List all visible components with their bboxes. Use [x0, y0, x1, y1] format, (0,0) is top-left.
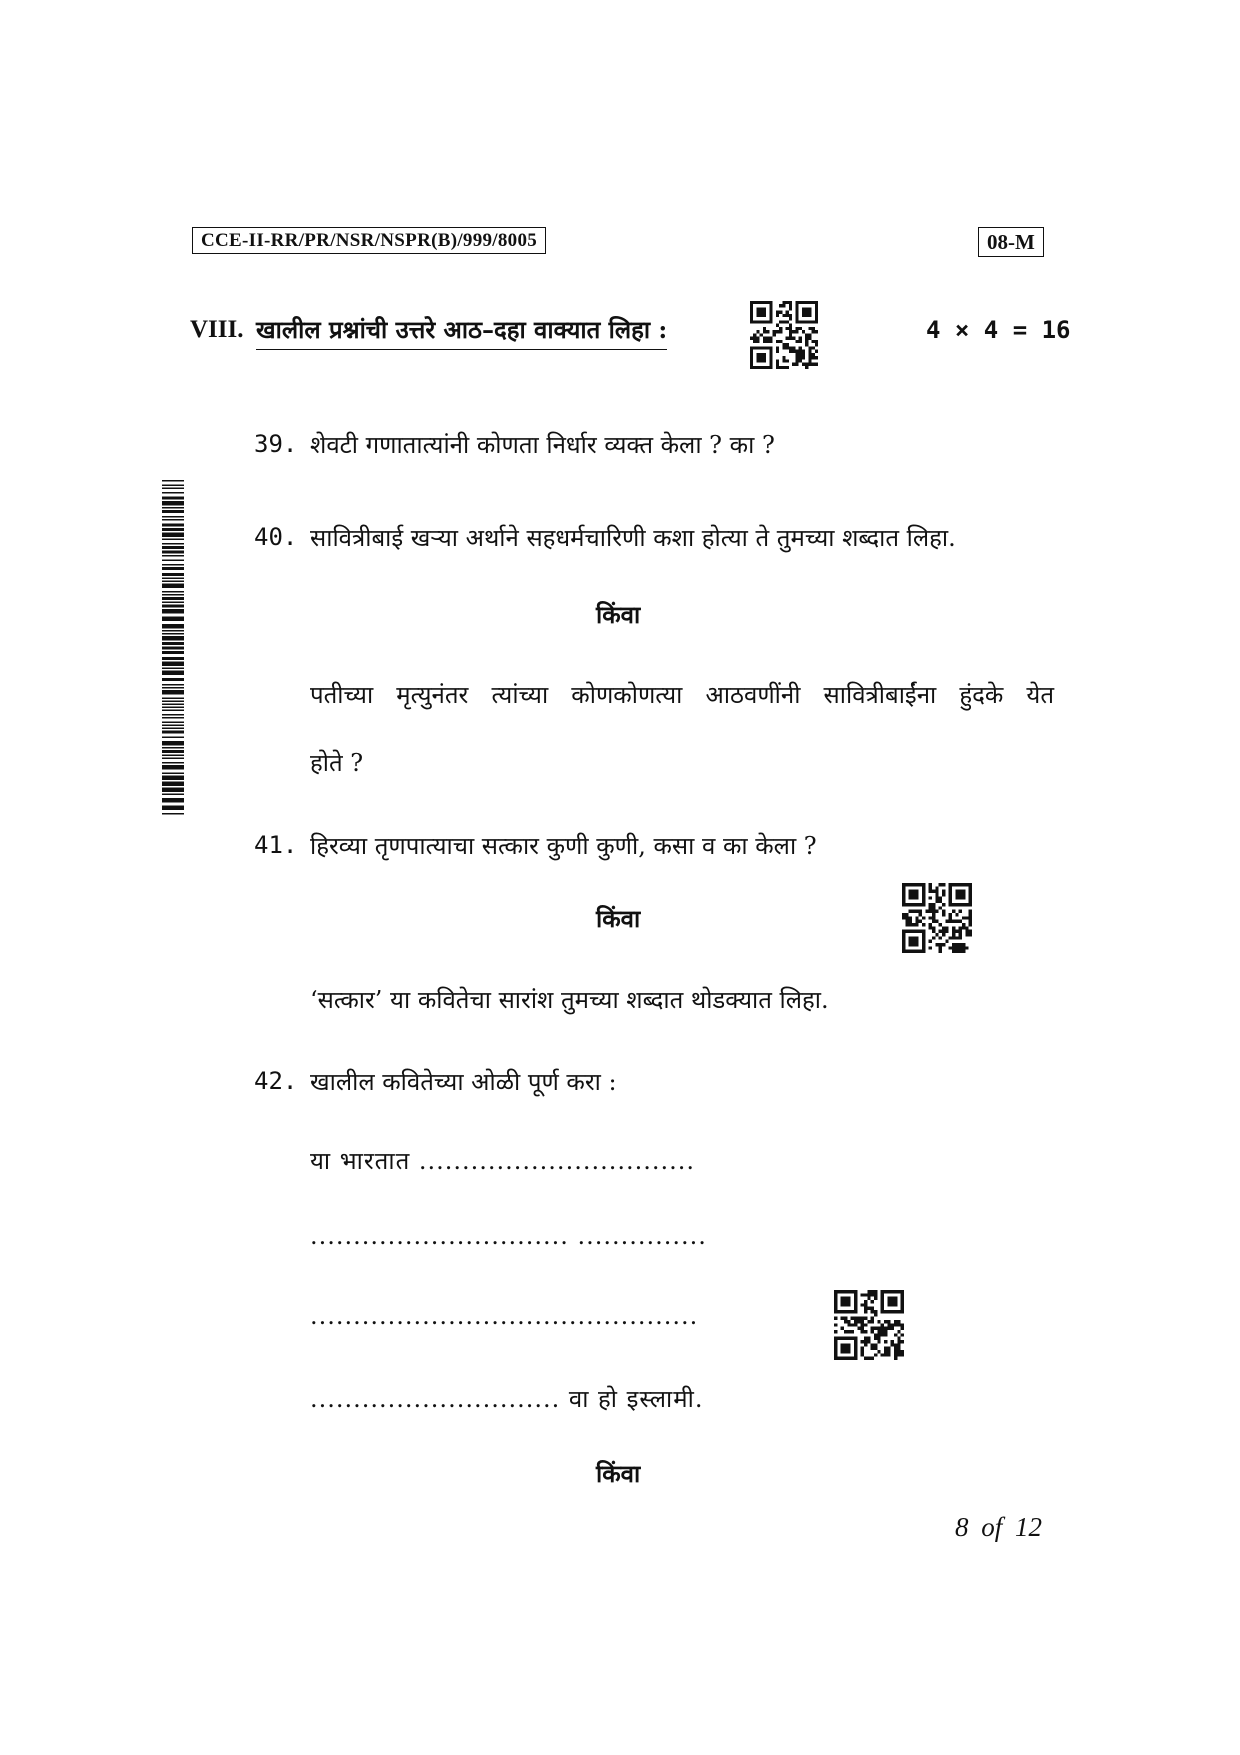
or-label: किंवा	[596, 600, 641, 629]
question-text: सावित्रीबाई खऱ्या अर्थाने सहधर्मचारिणी कशा होत्या ते तुमच्या शब्दात लिहा.	[310, 524, 956, 552]
paper-code: 08-M	[978, 227, 1044, 257]
qr-code-icon	[902, 883, 972, 953]
qr-code-icon	[750, 300, 818, 370]
question-number: 40.	[254, 523, 298, 551]
or-label: किंवा	[596, 1459, 641, 1488]
question-text: हिरव्या तृणपात्याचा सत्कार कुणी कुणी, कसा व का केला ?	[310, 832, 817, 860]
poem-blank-line: या भारतात ................................	[310, 1147, 695, 1175]
question-number: 39.	[254, 430, 298, 458]
section-title: खालील प्रश्नांची उत्तरे आठ–दहा वाक्यात लिहा :	[256, 313, 667, 350]
alternate-question-text: ‘सत्कार’ या कवितेचा सारांश तुमच्या शब्दात थोडक्यात लिहा.	[310, 986, 829, 1014]
alternate-question-text: पतीच्या मृत्युनंतर त्यांच्या कोणकोणत्या आठवणींनी सावित्रीबाईंना हुंदके येत	[310, 681, 1054, 709]
section-marks: 4 × 4 = 16	[926, 316, 1071, 344]
question-number: 42.	[254, 1067, 298, 1095]
barcode-icon	[162, 480, 184, 815]
question-text: खालील कवितेच्या ओळी पूर्ण करा :	[310, 1068, 617, 1096]
question-text: शेवटी गणातात्यांनी कोणता निर्धार व्यक्त केला ? का ?	[310, 431, 775, 459]
qr-code-icon	[834, 1290, 904, 1360]
poem-blank-line: ............................. वा हो इस्लामी.	[310, 1385, 704, 1413]
poem-blank-line: .............................................	[310, 1302, 699, 1330]
page-number: 8 of 12	[955, 1512, 1043, 1542]
exam-code: CCE-II-RR/PR/NSR/NSPR(B)/999/8005	[192, 227, 546, 254]
question-number: 41.	[254, 831, 298, 859]
alternate-question-text: होते ?	[310, 749, 364, 777]
or-label: किंवा	[596, 904, 641, 933]
section-number: VIII.	[190, 316, 244, 343]
poem-blank-line: .............................. ...............	[310, 1222, 707, 1250]
